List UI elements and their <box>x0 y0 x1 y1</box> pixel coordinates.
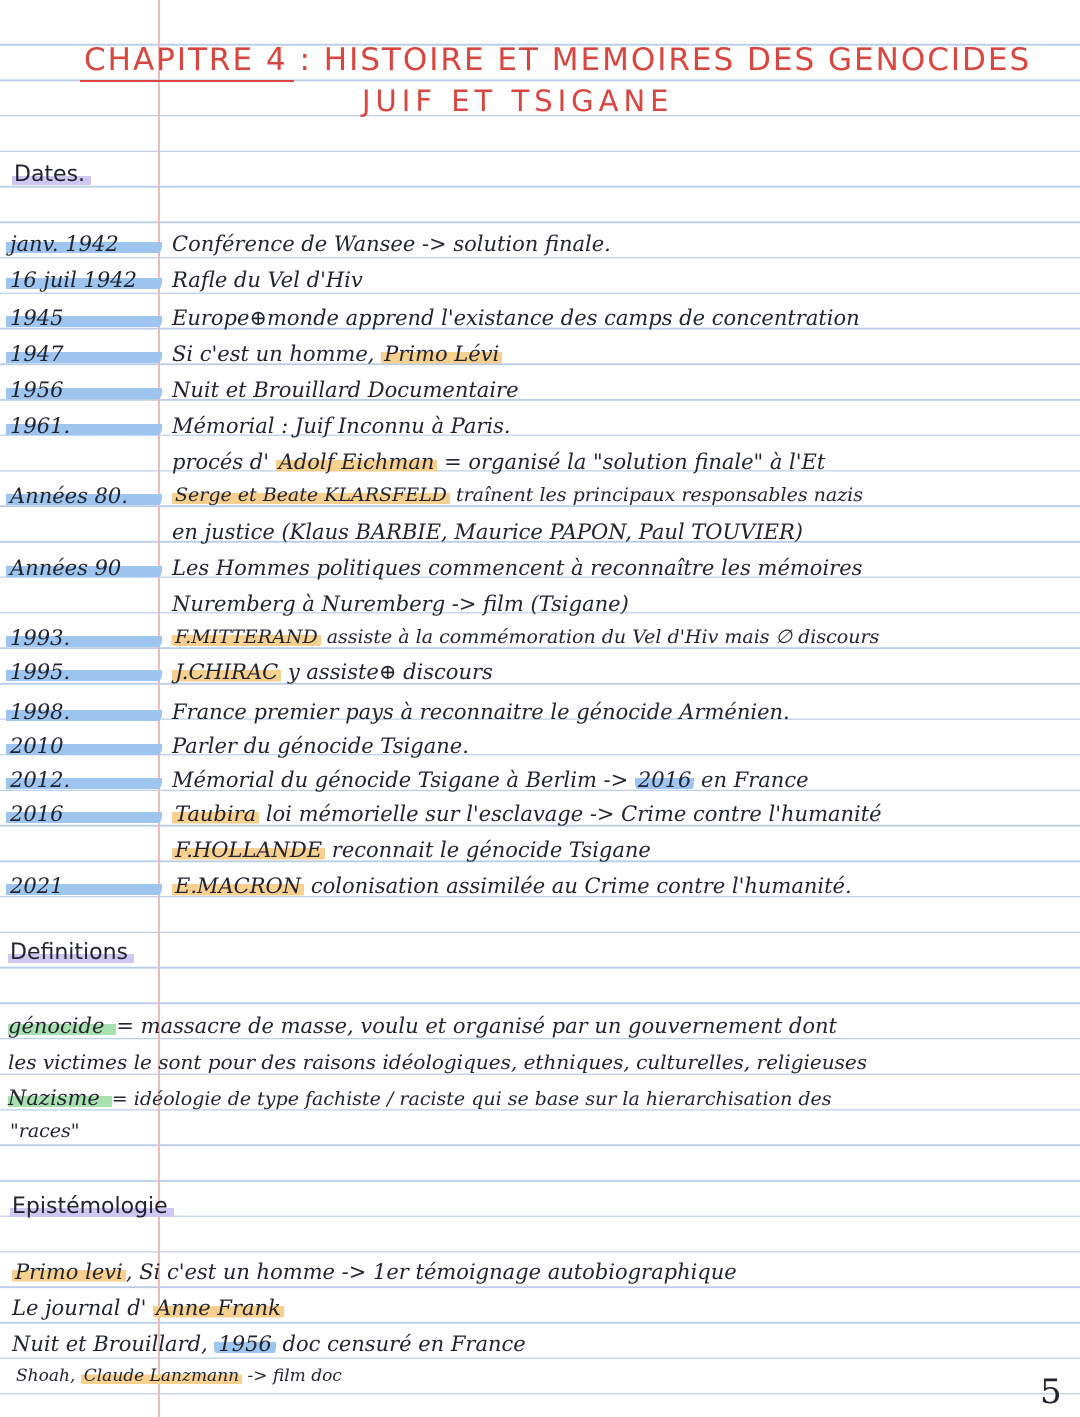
timeline-event <box>172 378 519 402</box>
episteme-line-nuit-brouillard-text: Nuit et Brouillard, <box>12 1332 215 1356</box>
episteme-line-primo-levi <box>12 1260 737 1284</box>
episteme-line-primo-levi-text: , Si c'est un homme -> 1er témoignage autobiographique <box>125 1260 737 1284</box>
timeline-event <box>172 450 825 474</box>
episteme-line-anne-frank-text: Le journal d' <box>12 1296 154 1320</box>
timeline-event <box>172 484 863 506</box>
timeline-event-text: procés d' <box>172 450 276 474</box>
term-nazisme: Nazisme <box>8 1086 112 1110</box>
timeline-event-text: loi mémorielle sur l'esclavage -> Crime contre l'humanité <box>259 802 882 826</box>
timeline-date: 2012. <box>6 768 162 792</box>
timeline-date: 1947 <box>6 342 162 366</box>
timeline-event <box>172 342 502 366</box>
definition-nazisme-text-1: = idéologie de type fachiste / raciste qui se base sur la hierarchisation des <box>111 1088 832 1110</box>
timeline-date: 2010 <box>6 734 162 758</box>
timeline-event-highlight: F.MITTERAND <box>172 626 321 648</box>
timeline-event-text: Les Hommes politiques commencent à reconnaître les mémoires <box>172 556 863 580</box>
timeline-event-text: Parler du génocide Tsigane. <box>172 734 469 758</box>
highlight-year-1956: 1956 <box>214 1332 275 1356</box>
definition-genocide <box>8 1014 837 1038</box>
timeline-event-text: Conférence de Wansee -> solution finale. <box>172 232 611 256</box>
definition-genocide-text-2: les victimes le sont pour des raisons idéologiques, ethniques, culturelles, religieuses <box>8 1050 867 1074</box>
timeline-date: 1995. <box>6 660 162 684</box>
timeline-event-highlight: E.MACRON <box>172 874 304 898</box>
timeline-event-text: Europe⊕monde apprend l'existance des camps de concentration <box>172 306 860 330</box>
timeline-event-text: traînent les principaux responsables nazis <box>449 484 864 506</box>
definition-genocide-text-1: = massacre de masse, voulu et organisé par un gouvernement dont <box>116 1014 837 1038</box>
section-heading-dates: Dates. <box>12 162 91 187</box>
timeline-event <box>172 874 852 898</box>
timeline-event <box>172 700 790 724</box>
page-title-line2: JUIF ET TSIGANE <box>362 84 674 118</box>
timeline-event-text: y assiste⊕ discours <box>281 660 493 684</box>
highlight-primo-levi: Primo levi <box>12 1260 126 1284</box>
highlight-anne-frank: Anne Frank <box>153 1296 284 1320</box>
timeline-event <box>172 838 651 862</box>
section-heading-definitions: Definitions <box>8 940 134 965</box>
episteme-line-nuit-brouillard-rest: doc censuré en France <box>275 1332 526 1356</box>
timeline-event-text: = organisé la "solution finale" à l'Et <box>437 450 826 474</box>
timeline-event <box>172 556 862 580</box>
timeline-event-text: colonisation assimilée au Crime contre l'humanité. <box>304 874 852 898</box>
timeline-event-text: Nuit et Brouillard Documentaire <box>172 378 519 402</box>
timeline-date: 1998. <box>6 700 162 724</box>
timeline-event-highlight: Taubira <box>172 802 259 826</box>
timeline-date: janv. 1942 <box>6 232 162 256</box>
highlight-claude-lanzmann: Claude Lanzmann <box>81 1366 242 1386</box>
timeline-date: 2016 <box>6 802 162 826</box>
timeline-event-text: en justice (Klaus BARBIE, Maurice PAPON, Paul TOUVIER) <box>172 520 803 544</box>
timeline-event-text: Nuremberg à Nuremberg -> film (Tsigane) <box>172 592 629 616</box>
timeline-date: 1956 <box>6 378 162 402</box>
timeline-event-highlight: J.CHIRAC <box>172 660 281 684</box>
page-number: 5 <box>1040 1372 1062 1412</box>
timeline-date: 16 juil 1942 <box>6 268 162 292</box>
timeline-date: Années 90 <box>6 556 162 580</box>
title-underline <box>80 80 294 82</box>
timeline-event-highlight: Serge et Beate KLARSFELD <box>172 484 450 506</box>
timeline-event <box>172 802 882 826</box>
timeline-event <box>172 268 363 292</box>
timeline-event-text: en France <box>694 768 809 792</box>
timeline-event-text: Mémorial du génocide Tsigane à Berlim -> <box>172 768 635 792</box>
episteme-line-nuit-brouillard <box>12 1332 526 1356</box>
episteme-line-anne-frank <box>12 1296 284 1320</box>
timeline-date: 1961. <box>6 414 162 438</box>
episteme-line-shoah <box>16 1366 342 1386</box>
timeline-event-highlight: F.HOLLANDE <box>172 838 325 862</box>
timeline-event-highlight: 2016 <box>635 768 694 792</box>
page-title-line1: CHAPITRE 4 : HISTOIRE ET MEMOIRES DES GENOCIDES <box>84 42 1032 78</box>
timeline-event-text: assiste à la commémoration du Vel d'Hiv mais ∅ discours <box>320 626 880 648</box>
timeline-event-text: Mémorial : Juif Inconnu à Paris. <box>172 414 511 438</box>
timeline-event-highlight: Adolf Eichman <box>276 450 438 474</box>
timeline-event-text: reconnait le génocide Tsigane <box>325 838 651 862</box>
episteme-line-shoah-rest: -> film doc <box>242 1366 342 1386</box>
timeline-event <box>172 306 860 330</box>
section-heading-epistemologie: Epistémologie <box>10 1194 174 1219</box>
timeline-event <box>172 734 469 758</box>
timeline-event <box>172 414 511 438</box>
timeline-event <box>172 626 879 648</box>
timeline-event <box>172 660 493 684</box>
timeline-event <box>172 520 803 544</box>
definition-nazisme <box>8 1086 832 1110</box>
timeline-event <box>172 768 809 792</box>
timeline-event-highlight: Primo Lévi <box>381 342 502 366</box>
timeline-event <box>172 592 629 616</box>
timeline-event-text: Rafle du Vel d'Hiv <box>172 268 363 292</box>
term-genocide: génocide <box>8 1014 116 1038</box>
definition-nazisme-text-2: "races" <box>10 1120 80 1142</box>
timeline-date: 1945 <box>6 306 162 330</box>
timeline-event-text: France premier pays à reconnaitre le génocide Arménien. <box>172 700 790 724</box>
timeline-date: 1993. <box>6 626 162 650</box>
timeline-event <box>172 232 611 256</box>
episteme-line-shoah-text: Shoah, <box>16 1366 81 1386</box>
timeline-date: 2021 <box>6 874 162 898</box>
timeline-event-text: Si c'est un homme, <box>172 342 382 366</box>
timeline-date: Années 80. <box>6 484 162 508</box>
